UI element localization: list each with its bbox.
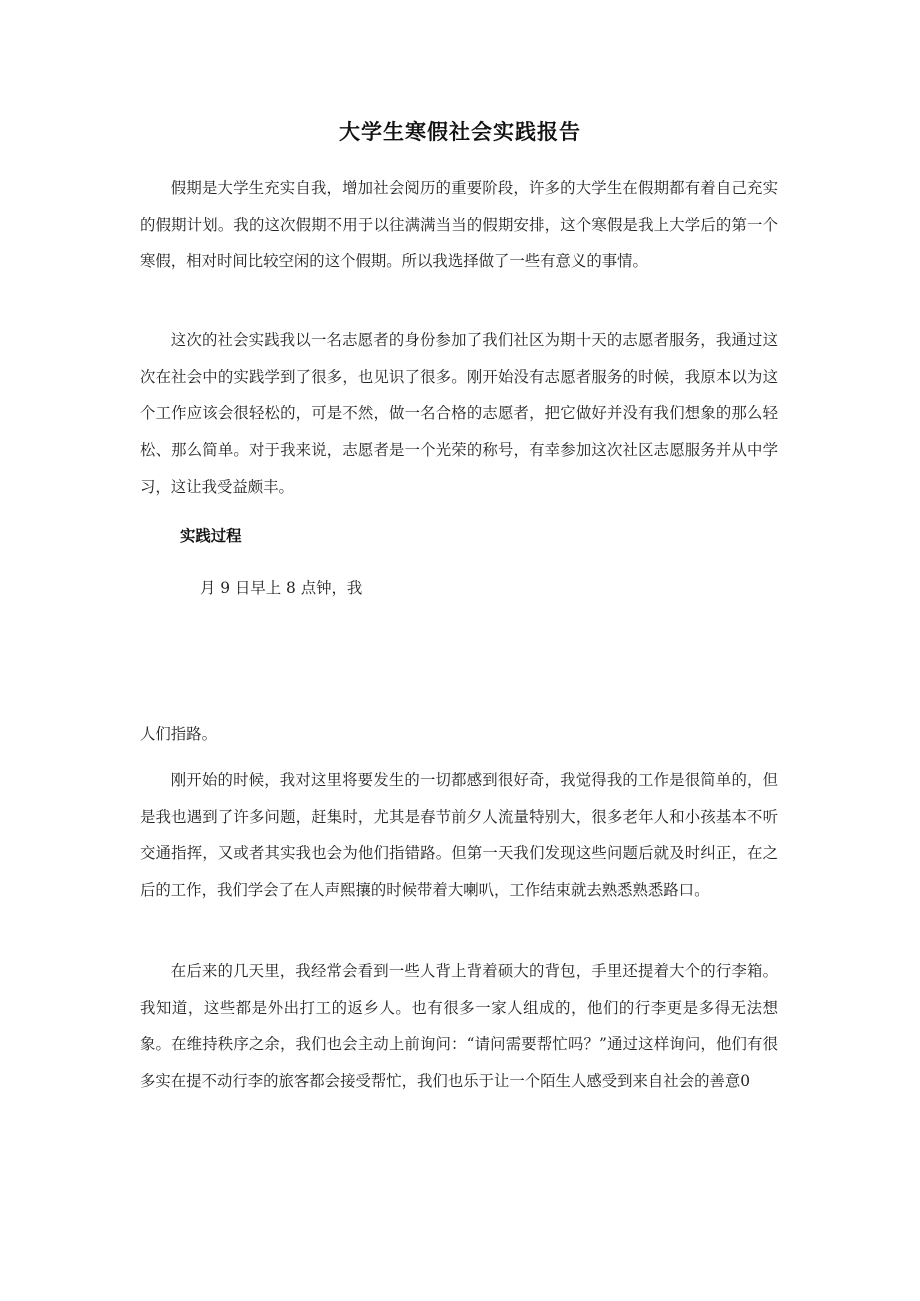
paragraph-intro: 假期是大学生充实自我，增加社会阅历的重要阶段，许多的大学生在假期都有着自己充实的假期计划。我的这次假期不用于以往满满当当的假期安排，这个寒假是我上大学后的第一个寒假，相对时间比较空闲的这个假期。所以我选择做了一些有意义的事情。 [140, 179, 778, 271]
fragment-line: 月 9 日早上 8 点钟，我 [200, 579, 363, 597]
paragraph-first-day: 刚开始的时候，我对这里将要发生的一切都感到很好奇，我觉得我的工作是很简单的，但是我也遇到了许多问题，赶集时，尤其是春节前夕人流量特别大，很多老年人和小孩基本不听交通指挥，又或者其实我也会为他们指错路。但第一天我们发现这些问题后就及时纠正，在之后的工作，我们学会了在人声熙攘的时候带着大喇叭，工作结束就去熟悉熟悉路口。 [140, 771, 778, 900]
document-title: 大学生寒假社会实践报告 [339, 120, 581, 144]
paragraph-volunteer: 这次的社会实践我以一名志愿者的身份参加了我们社区为期十天的志愿者服务，我通过这次在社会中的实践学到了很多，也见识了很多。刚开始没有志愿者服务的时候，我原本以为这个工作应该会很轻松的，可是不然，做一名合格的志愿者，把它做好并没有我们想象的那么轻松、那么简单。对于我来说，志愿者是一个光荣的称号，有幸参加这次社区志愿服务并从中学习，这让我受益颇丰。 [140, 331, 778, 496]
fragment-end: 人们指路。 [140, 725, 217, 743]
section-heading: 实践过程 [180, 527, 242, 545]
paragraph-later-days: 在后来的几天里，我经常会看到一些人背上背着硕大的背包，手里还提着大个的行李箱。我知道，这些都是外出打工的返乡人。也有很多一家人组成的，他们的行李更是多得无法想象。在维持秩序之余，我们也会主动上前询问：“请问需要帮忙吗？”通过这样询问，他们有很多实在提不动行李的旅客都会接受帮忙，我们也乐于让一个陌生人感受到来自社会的善意0 [140, 962, 778, 1091]
